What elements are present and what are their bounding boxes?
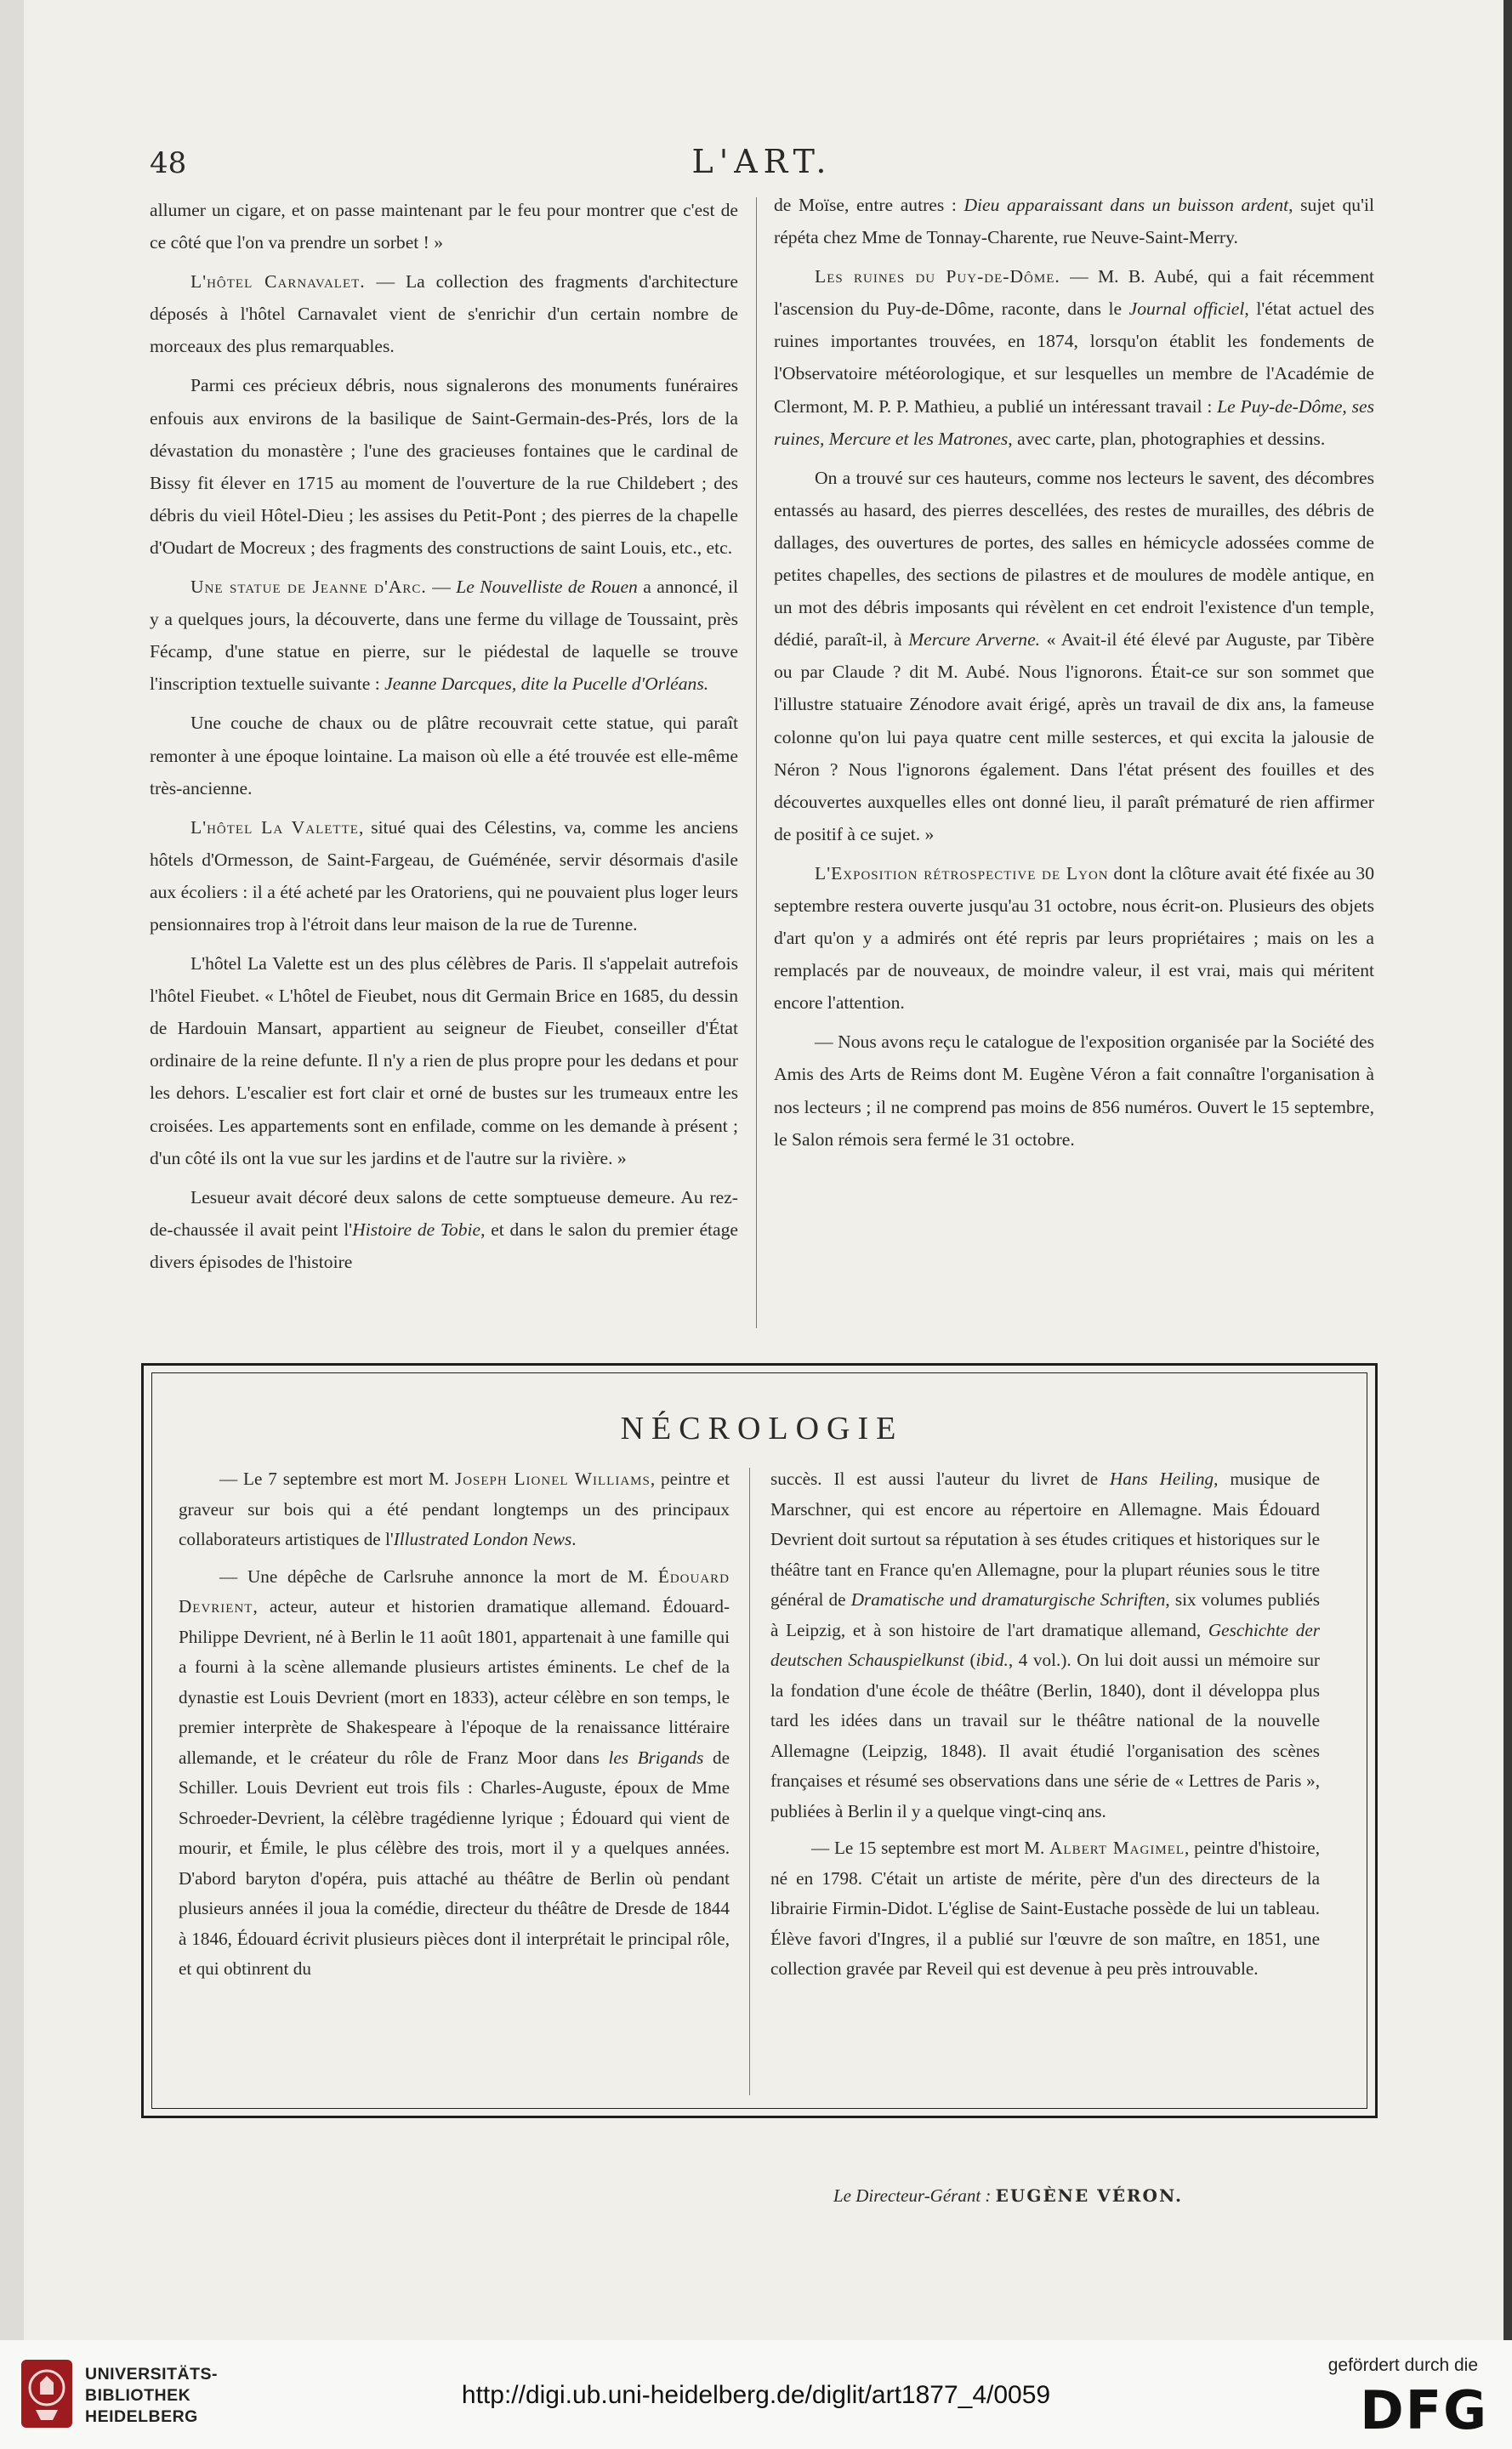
text-run: , et dans le salon du premier étage divers épisodes de l'histoire xyxy=(150,1219,738,1272)
digitization-footer xyxy=(0,2340,1512,2449)
rubric-heading: Joseph Lionel Williams xyxy=(454,1469,651,1489)
italic-title: Dramatische und dramaturgische Schriften xyxy=(850,1589,1166,1610)
text-run: Parmi ces précieux débris, nous signalerons des monuments funéraires enfouis aux environs de la basilique de Saint-Germain-des-Prés, lors de la dévastation du monastère ; l'une des gracieuses fontaines que le cardinal de Bissy fit élever en 1715 au moment de l'ouverture de la rue Childebert ; des débris du vieil Hôtel-Dieu ; les assises du Petit-Pont ; des pierres de la chapelle d'Oudart de Mocreux ; des fragments des constructions de saint Louis, etc., etc. xyxy=(150,375,738,558)
italic-title: ibid. xyxy=(975,1650,1009,1670)
institution-line: HEIDELBERG xyxy=(85,2407,198,2426)
paragraph xyxy=(150,947,738,1174)
necrologie-column-divider xyxy=(749,1468,750,2095)
text-run: — Le 15 septembre est mort M. xyxy=(811,1838,1050,1858)
text-run: Lesueur avait décoré deux salons de cette somptueuse demeure. Au rez-de-chaussée il avait peint l' xyxy=(150,1186,738,1240)
paragraph xyxy=(774,260,1374,455)
paragraph xyxy=(150,707,738,804)
italic-title: Illustrated London News xyxy=(393,1529,572,1549)
text-run: , six volumes publiés à Leipzig, et à son histoire de l'art dramatique allemand, xyxy=(770,1589,1320,1640)
text-run: de Moïse, entre autres : xyxy=(774,195,964,215)
text-run: succès. Il est aussi l'auteur du livret de xyxy=(770,1469,1110,1489)
italic-title: Le Puy-de-Dôme, ses ruines, Mercure et les Matrones xyxy=(774,395,1374,449)
text-run: , peintre d'histoire, né en 1798. C'était un artiste de mérite, père d'un des directeurs de la librairie Firmin-Didot. L'église de Saint-Eustache possède de lui un tableau. Élève favori d'Ingres, il a publié sur l'œuvre de son maître, en 1851, une collection gravée par Reveil qui est devenue à peu près introuvable. xyxy=(770,1838,1320,1979)
permalink-url[interactable]: http://digi.ub.uni-heidelberg.de/diglit/art1877_4/0059 xyxy=(461,2381,1051,2409)
text-run: , musique de Marschner, qui est encore au répertoire en Allemagne. Mais Édouard Devrient doit surtout sa réputation à ses études critiques et historiques sur le théâtre tant en France qu'en Allemagne, pour la plupart réunies sous le titre général de xyxy=(770,1469,1320,1610)
rubric-heading: Albert Magimel xyxy=(1049,1838,1185,1858)
page-edge-left xyxy=(0,0,24,2340)
paragraph xyxy=(179,1464,730,1555)
text-run: . xyxy=(571,1529,577,1549)
institution-line: UNIVERSITÄTS- xyxy=(85,2365,219,2384)
text-run: dont la clôture avait été fixée au 30 septembre restera ouverte jusqu'au 31 octobre, nous écrit-on. Plusieurs des objets d'art qu'on y a admirés ont été repris par leurs propriétaires ; mais on les a remplacés par de nouveaux, de moindre valeur, il est vrai, mais qui méritent encore l'attention. xyxy=(774,862,1374,1014)
paragraph xyxy=(150,811,738,940)
text-run: — Une dépêche de Carlsruhe annonce la mort de M. xyxy=(219,1565,658,1587)
paragraph xyxy=(150,1181,738,1278)
rubric-heading: L'hôtel La Valette xyxy=(190,816,359,838)
text-run: Une couche de chaux ou de plâtre recouvrait cette statue, qui paraît remonter à une époque lointaine. La maison où elle a été trouvée est elle-même très-ancienne. xyxy=(150,713,738,798)
italic-title: Geschichte der deutschen Schauspielkunst xyxy=(770,1619,1320,1670)
text-run: — Nous avons reçu le catalogue de l'exposition organisée par la Société des Amis des Arts de Reims dont M. Eugène Véron a fait connaître l'organisation à nos lecteurs ; il ne comprend pas moins de 856 numéros. Ouvert le 15 septembre, le Salon rémois sera fermé le 31 octobre. xyxy=(774,1031,1374,1150)
paragraph xyxy=(774,857,1374,1019)
rubric-heading: L'Exposition rétrospective de Lyon xyxy=(815,862,1109,884)
italic-title: Jeanne Darcques, dite la Pucelle d'Orléans. xyxy=(384,673,709,695)
rubric-heading: L'hôtel Carnavalet. xyxy=(190,271,366,293)
italic-title: les Brigands xyxy=(608,1747,704,1768)
text-run: de Schiller. Louis Devrient eut trois fils : Charles-Auguste, époux de Mme Schroeder-Devrient, la célèbre tragédienne lyrique ; Édouard qui vient de mourir, et Émile, le plus célèbre des trois, mort il y a quelques années. D'abord baryton d'opéra, puis attaché au théâtre de Berlin où pendant plusieurs années il joua la comédie, directeur du théâtre de Dresde de 1844 à 1846, Édouard écrivit plusieurs pièces dont il interprétait le principal rôle, et qui obtinrent du xyxy=(179,1747,730,1979)
signature-label: Le Directeur-Gérant : xyxy=(833,2185,992,2206)
paragraph xyxy=(774,189,1374,253)
paragraph xyxy=(150,571,738,700)
rubric-heading: Une statue de Jeanne d'Arc. xyxy=(190,577,427,598)
paragraph xyxy=(770,1464,1320,1827)
text-run: , l'état actuel des ruines importantes trouvées, en 1874, lorsqu'on établit les fondements de l'Observatoire météorologique, et sur lesquelles un membre de l'Académie de Clermont, M. P. P. Mathieu, a publié un intéressant travail : xyxy=(774,298,1374,417)
rubric-heading: Les ruines du Puy-de-Dôme. xyxy=(815,266,1060,287)
text-run: , peintre et graveur sur bois qui a été pendant longtemps un des principaux collaborateurs artistiques de l' xyxy=(179,1469,730,1549)
funded-by-label: gefördert durch die xyxy=(1327,2355,1478,2375)
article-column-left xyxy=(150,194,738,1278)
text-run: L'hôtel La Valette est un des plus célèbres de Paris. Il s'appelait autrefois l'hôtel Fieubet. « L'hôtel de Fieubet, nous dit Germain Brice en 1685, du dessin de Hardouin Mansart, appartient au seigneur de Fieubet, conseiller d'État ordinaire de la reine defunte. Il n'y a rien de plus propre pour les dedans et pour les dehors. L'escalier est fort clair et orné de bustes sur les trumeaux entre les croisées. Les appartements sont en enfilade, comme on les demande à présent ; d'un côté ils ont la vue sur les jardins et de l'autre sur la rivière. » xyxy=(150,953,738,1168)
text-run: , 4 vol.). On lui doit aussi un mémoire sur la fondation d'une école de théâtre (Berlin, 1840), dont il développa plus tard les idées dans un travail sur le théâtre national de la nouvelle Allemagne (Leipzig, 1848). Il avait étudié l'organisation des scènes françaises et résumé ses observations dans une série de « Lettres de Paris », publiées à Berlin il y a quelque vingt-cinq ans. xyxy=(770,1650,1320,1821)
necrologie-column-right xyxy=(770,1464,1320,1985)
paragraph xyxy=(770,1833,1320,1985)
necrologie-title: NÉCROLOGIE xyxy=(620,1411,904,1446)
journal-title: L'ART. xyxy=(691,143,833,180)
paragraph xyxy=(150,194,738,259)
paragraph xyxy=(774,1026,1374,1155)
text-run: , avec carte, plan, photographies et dessins. xyxy=(1008,428,1326,449)
signature-line xyxy=(833,2185,1344,2207)
text-run: allumer un cigare, et on passe maintenant par le feu pour montrer que c'est de ce côté que l'on va prendre un sorbet ! » xyxy=(150,200,738,253)
text-run: a annoncé, il y a quelques jours, la découverte, dans une ferme du village de Toussaint, près Fécamp, d'une statue en pierre, sur le piédestal de laquelle se trouve l'inscription textuelle suivante : xyxy=(150,577,739,695)
page-edge-right xyxy=(1503,0,1512,2340)
text-run: On a trouvé sur ces hauteurs, comme nos lecteurs le savent, des décombres entassés au hasard, des pierres descellées, des restes de murailles, des débris de dallages, des ouvertures de portes, des salles en hémicycle adossées comme de petites chapelles, des sections de pilastres et de moulures de modèle antique, en un mot des débris imposants qui révèlent en cet endroit l'existence d'un temple, dédié, paraît-il, à xyxy=(774,467,1374,651)
signature-name: EUGÈNE VÉRON. xyxy=(995,2185,1183,2206)
text-run: — La collection des fragments d'architecture déposés à l'hôtel Carnavalet vient de s'enrichir d'un certain nombre de morceaux des plus remarquables. xyxy=(150,271,738,357)
text-run: ( xyxy=(963,1650,976,1670)
text-run: — xyxy=(426,577,457,598)
running-head xyxy=(150,143,1374,185)
paragraph xyxy=(150,265,738,362)
text-run: — Le 7 septembre est mort M. xyxy=(219,1469,455,1489)
institution-line: BIBLIOTHEK xyxy=(85,2386,191,2405)
italic-title: Dieu apparaissant dans un buisson ardent xyxy=(963,195,1289,215)
necrologie-column-left xyxy=(179,1464,730,1985)
page-number: 48 xyxy=(150,146,187,180)
rubric-heading: Édouard Devrient xyxy=(179,1565,730,1617)
italic-title: Mercure Arverne. xyxy=(908,629,1041,651)
paragraph xyxy=(150,369,738,564)
column-divider xyxy=(756,197,757,1328)
text-run: , situé quai des Célestins, va, comme les anciens hôtels d'Ormesson, de Saint-Fargeau, de Guéménée, servir désormais d'asile aux écoliers : il a été acheté par les Oratoriens, qui ne pouvaient plus loger leurs pensionnaires trop à l'étroit dans leur maison de la rue de Turenne. xyxy=(150,816,739,935)
dfg-logo: DFG xyxy=(1360,2379,1488,2441)
text-run: « Avait-il été élevé par Auguste, par Tibère ou par Claude ? dit M. Aubé. Nous l'ignorons. Était-ce sur son sommet que l'illustre statuaire Zénodore avait érigé, après un travail de dix ans, la fameuse colonne qu'on lui paya quatre cent mille sesterces, et qui excita la jalousie de Néron ? Nous l'ignorons également. Dans l'état présent des fouilles et des découvertes auxquelles elles ont donné lieu, il paraît prématuré de rien affirmer de positif à ce sujet. » xyxy=(774,629,1374,844)
text-run: — M. B. Aubé, qui a fait récemment l'ascension du Puy-de-Dôme, raconte, dans le xyxy=(774,266,1374,320)
italic-title: Journal officiel xyxy=(1128,298,1245,320)
italic-title: Histoire de Tobie xyxy=(352,1219,481,1240)
italic-title: Le Nouvelliste de Rouen xyxy=(456,577,638,598)
paragraph xyxy=(774,462,1374,850)
article-column-right xyxy=(774,189,1374,1156)
text-run: , sujet qu'il répéta chez Mme de Tonnay-Charente, rue Neuve-Saint-Merry. xyxy=(774,195,1374,248)
paragraph xyxy=(179,1562,730,1985)
text-run: , acteur, auteur et historien dramatique allemand. Édouard-Philippe Devrient, né à Berlin le 11 août 1801, appartenait à une famille qui a fourni à la scène allemande plusieurs artistes éminents. Le chef de la dynastie est Louis Devrient (mort en 1833), acteur célèbre en son temps, le premier interprète de Shakespeare à l'époque de la renaissance littéraire allemande, et le créateur du rôle de Franz Moor dans xyxy=(179,1596,730,1768)
italic-title: Hans Heiling xyxy=(1109,1469,1214,1489)
